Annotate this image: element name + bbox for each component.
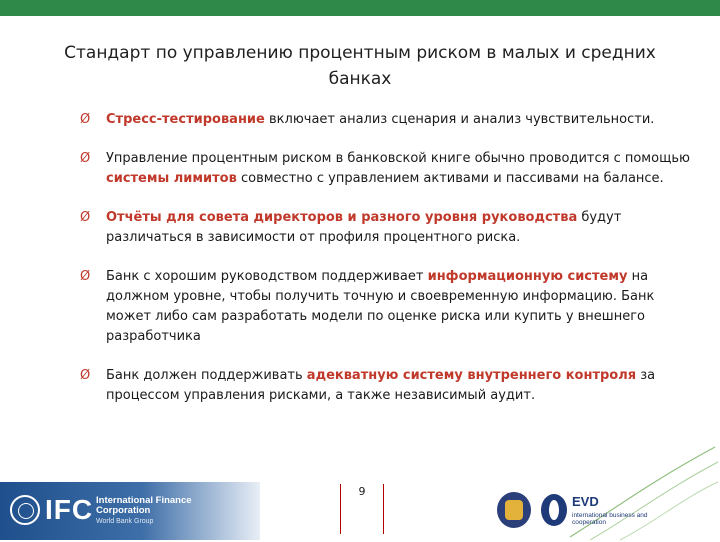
- page-number-box: [340, 484, 384, 534]
- arrow-bullet-icon: Ø: [80, 368, 91, 383]
- highlight-limit-system: системы лимитов: [106, 171, 237, 186]
- highlight-board-reports: Отчёты для совета директоров и разного уровня руководства: [106, 210, 578, 225]
- slide-title: Стандарт по управлению процентным риском в малых и средних банках: [64, 43, 656, 89]
- bullet-item-board-reports: [80, 208, 700, 248]
- arrow-bullet-icon: Ø: [80, 151, 91, 166]
- page-number: 9: [358, 485, 366, 498]
- highlight-internal-control: адекватную систему внутреннего контроля: [306, 368, 637, 383]
- bullet-text: на должном уровне, чтобы получить точную и своевременную информацию. Банк может либо сам разработать модели по оценке риска или купить у внешнего разработчика: [106, 269, 655, 344]
- arrow-bullet-icon: Ø: [80, 210, 91, 225]
- bullet-item-information-system: [80, 267, 700, 347]
- bullet-text: за процессом управления рисками, а также независимый аудит.: [106, 368, 656, 403]
- bullet-text: Банк с хорошим руководством поддерживает: [106, 269, 428, 284]
- bullet-list: [80, 110, 700, 406]
- decorative-swirl-icon: [560, 442, 720, 542]
- highlight-information-system: информационную систему: [427, 269, 628, 284]
- evd-logo-icon: [541, 494, 567, 526]
- bullet-item-internal-control: [80, 366, 700, 406]
- bullet-item-stress-testing: [80, 110, 700, 130]
- bullet-text: совместно с управлением активами и пассивами на балансе.: [236, 171, 664, 186]
- netherlands-crest-icon: [497, 492, 531, 528]
- ifc-subtitle: World Bank Group: [96, 518, 154, 525]
- evd-subtitle: international business and cooperation: [572, 512, 648, 526]
- highlight-stress-testing: Стресс-тестирование: [106, 112, 265, 127]
- bullet-text: будут различаться в зависимости от профиля процентного риска.: [106, 210, 622, 245]
- ifc-globe-icon: [10, 495, 40, 525]
- bullet-text: включает анализ сценария и анализ чувствительности.: [264, 112, 655, 127]
- bullet-text: Банк должен поддерживать: [106, 368, 307, 383]
- arrow-bullet-icon: Ø: [80, 269, 91, 284]
- evd-logo-text: EVD: [572, 494, 599, 509]
- arrow-bullet-icon: Ø: [80, 112, 91, 127]
- top-accent-bar: [0, 0, 720, 16]
- ifc-logo-text: IFC: [45, 494, 94, 525]
- bullet-text: Управление процентным риском в банковской книге обычно проводится с помощью: [106, 151, 690, 166]
- slide-footer: [0, 482, 720, 540]
- bullet-item-limit-system: [80, 149, 700, 189]
- ifc-logo-band: [0, 482, 260, 540]
- ifc-full-name: International Finance Corporation: [96, 495, 192, 516]
